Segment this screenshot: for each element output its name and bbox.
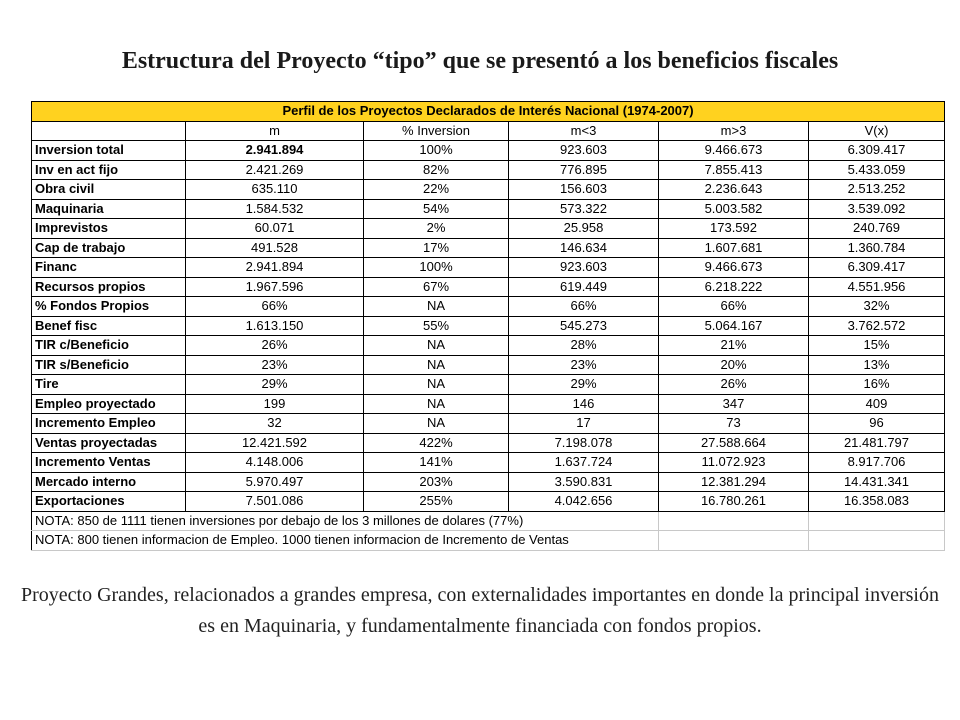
table-cell: 4.042.656: [509, 492, 659, 512]
row-label: Benef fisc: [32, 316, 186, 336]
table-cell: 9.466.673: [659, 258, 809, 278]
table-cell: 12.381.294: [659, 472, 809, 492]
row-label: TIR c/Beneficio: [32, 336, 186, 356]
table-cell: 347: [659, 394, 809, 414]
table-cell: 1.613.150: [186, 316, 364, 336]
table-cell: 14.431.341: [809, 472, 945, 492]
description-text: Proyecto Grandes, relacionados a grandes empresa, con externalidades importantes en donde la principal inversión es en Maquinaria, y fundamentalmente financiada con fondos propios.: [20, 584, 939, 637]
table-cell: 12.421.592: [186, 433, 364, 453]
page-title: Estructura del Proyecto “tipo” que se presentó a los beneficios fiscales: [121, 48, 839, 74]
table-cell: 146: [509, 394, 659, 414]
table-cell: NA: [364, 394, 509, 414]
table-cell: 60.071: [186, 219, 364, 239]
header-cell: V(x): [809, 121, 945, 141]
table-row: [32, 375, 945, 395]
table-cell: 1.584.532: [186, 199, 364, 219]
table-cell: 255%: [364, 492, 509, 512]
row-label: Cap de trabajo: [32, 238, 186, 258]
table-cell: 146.634: [509, 238, 659, 258]
table-cell: 66%: [659, 297, 809, 317]
header-cell: % Inversion: [364, 121, 509, 141]
note-text: NOTA: 800 tienen informacion de Empleo. 1000 tienen informacion de Incremento de Ventas: [32, 531, 659, 551]
table-cell: 96: [809, 414, 945, 434]
header-cell: m>3: [659, 121, 809, 141]
table-cell: 545.273: [509, 316, 659, 336]
row-label: Tire: [32, 375, 186, 395]
table-cell: 100%: [364, 141, 509, 161]
table-cell: 20%: [659, 355, 809, 375]
table-cell: 16%: [809, 375, 945, 395]
table-cell: 15%: [809, 336, 945, 356]
table-cell: 2.236.643: [659, 180, 809, 200]
table-cell: 156.603: [509, 180, 659, 200]
table-cell: 7.855.413: [659, 160, 809, 180]
table-cell: NA: [364, 336, 509, 356]
table-cell: NA: [364, 355, 509, 375]
row-label: Obra civil: [32, 180, 186, 200]
table-cell: 25.958: [509, 219, 659, 239]
row-label: Financ: [32, 258, 186, 278]
row-label: Inv en act fijo: [32, 160, 186, 180]
table-cell: NA: [364, 297, 509, 317]
table-cell: 1.967.596: [186, 277, 364, 297]
table-cell: NA: [364, 375, 509, 395]
table-cell: 100%: [364, 258, 509, 278]
table-row: [32, 394, 945, 414]
note-row: [32, 511, 945, 531]
row-label: Incremento Ventas: [32, 453, 186, 473]
header-cell: [32, 121, 186, 141]
table-cell: 13%: [809, 355, 945, 375]
table-cell: 73: [659, 414, 809, 434]
table-cell: 32: [186, 414, 364, 434]
table-banner-row: [32, 102, 945, 122]
row-label: TIR s/Beneficio: [32, 355, 186, 375]
data-table: [31, 101, 945, 551]
empty-cell: [659, 511, 809, 531]
table-row: [32, 219, 945, 239]
table-row: [32, 336, 945, 356]
table-cell: 26%: [186, 336, 364, 356]
empty-cell: [809, 511, 945, 531]
table-row: [32, 472, 945, 492]
note-text: NOTA: 850 de 1111 tienen inversiones por debajo de los 3 millones de dolares (77%): [32, 511, 659, 531]
row-label: Recursos propios: [32, 277, 186, 297]
table-cell: 9.466.673: [659, 141, 809, 161]
table-row: [32, 433, 945, 453]
table-cell: 17: [509, 414, 659, 434]
table-cell: 2.513.252: [809, 180, 945, 200]
table-cell: 2.941.894: [186, 141, 364, 161]
table-row: [32, 141, 945, 161]
table-cell: 23%: [509, 355, 659, 375]
table-row: [32, 160, 945, 180]
table-cell: 11.072.923: [659, 453, 809, 473]
table-cell: 23%: [186, 355, 364, 375]
header-cell: m: [186, 121, 364, 141]
table-cell: 17%: [364, 238, 509, 258]
table-cell: 1.637.724: [509, 453, 659, 473]
table-cell: 1.360.784: [809, 238, 945, 258]
table-cell: 923.603: [509, 141, 659, 161]
empty-cell: [659, 531, 809, 551]
table-cell: 6.309.417: [809, 258, 945, 278]
table-row: [32, 316, 945, 336]
table-cell: 28%: [509, 336, 659, 356]
row-label: Exportaciones: [32, 492, 186, 512]
table-cell: 4.148.006: [186, 453, 364, 473]
table-row: [32, 453, 945, 473]
table-banner: Perfil de los Proyectos Declarados de Interés Nacional (1974-2007): [32, 102, 945, 122]
table-cell: 5.970.497: [186, 472, 364, 492]
table-row: [32, 355, 945, 375]
table-cell: 635.110: [186, 180, 364, 200]
row-label: % Fondos Propios: [32, 297, 186, 317]
table-cell: 7.198.078: [509, 433, 659, 453]
table-row: [32, 199, 945, 219]
table-cell: 29%: [186, 375, 364, 395]
table-cell: 1.607.681: [659, 238, 809, 258]
table-row: [32, 238, 945, 258]
table-cell: 619.449: [509, 277, 659, 297]
table-cell: 2.421.269: [186, 160, 364, 180]
table-cell: 2%: [364, 219, 509, 239]
table-cell: 8.917.706: [809, 453, 945, 473]
table-cell: 173.592: [659, 219, 809, 239]
table-cell: 82%: [364, 160, 509, 180]
row-label: Incremento Empleo: [32, 414, 186, 434]
table-cell: 16.780.261: [659, 492, 809, 512]
table-cell: 240.769: [809, 219, 945, 239]
table-cell: 26%: [659, 375, 809, 395]
table-cell: 4.551.956: [809, 277, 945, 297]
note-row: [32, 531, 945, 551]
row-label: Imprevistos: [32, 219, 186, 239]
table-cell: 66%: [509, 297, 659, 317]
table-cell: 203%: [364, 472, 509, 492]
table-cell: 22%: [364, 180, 509, 200]
table-row: [32, 180, 945, 200]
table-row: [32, 277, 945, 297]
row-label: Inversion total: [32, 141, 186, 161]
row-label: Maquinaria: [32, 199, 186, 219]
table-cell: 29%: [509, 375, 659, 395]
table-cell: 7.501.086: [186, 492, 364, 512]
table-row: [32, 258, 945, 278]
table-cell: 21%: [659, 336, 809, 356]
table-cell: 199: [186, 394, 364, 414]
table-cell: 6.309.417: [809, 141, 945, 161]
table-cell: 5.433.059: [809, 160, 945, 180]
table-cell: 16.358.083: [809, 492, 945, 512]
table-cell: 141%: [364, 453, 509, 473]
table-row: [32, 492, 945, 512]
table-cell: 21.481.797: [809, 433, 945, 453]
row-label: Empleo proyectado: [32, 394, 186, 414]
table-cell: 491.528: [186, 238, 364, 258]
table-row: [32, 297, 945, 317]
table-cell: NA: [364, 414, 509, 434]
table-cell: 3.590.831: [509, 472, 659, 492]
table-cell: 32%: [809, 297, 945, 317]
table-cell: 422%: [364, 433, 509, 453]
table-header-row: [32, 121, 945, 141]
row-label: Ventas proyectadas: [32, 433, 186, 453]
table-cell: 2.941.894: [186, 258, 364, 278]
table-cell: 3.539.092: [809, 199, 945, 219]
table-cell: 5.003.582: [659, 199, 809, 219]
table-cell: 54%: [364, 199, 509, 219]
table-row: [32, 414, 945, 434]
table-cell: 66%: [186, 297, 364, 317]
table-cell: 5.064.167: [659, 316, 809, 336]
table-cell: 27.588.664: [659, 433, 809, 453]
table-cell: 67%: [364, 277, 509, 297]
empty-cell: [809, 531, 945, 551]
table-cell: 3.762.572: [809, 316, 945, 336]
table-cell: 573.322: [509, 199, 659, 219]
table-cell: 55%: [364, 316, 509, 336]
table-cell: 409: [809, 394, 945, 414]
header-cell: m<3: [509, 121, 659, 141]
row-label: Mercado interno: [32, 472, 186, 492]
table-cell: 776.895: [509, 160, 659, 180]
table-cell: 6.218.222: [659, 277, 809, 297]
table-cell: 923.603: [509, 258, 659, 278]
